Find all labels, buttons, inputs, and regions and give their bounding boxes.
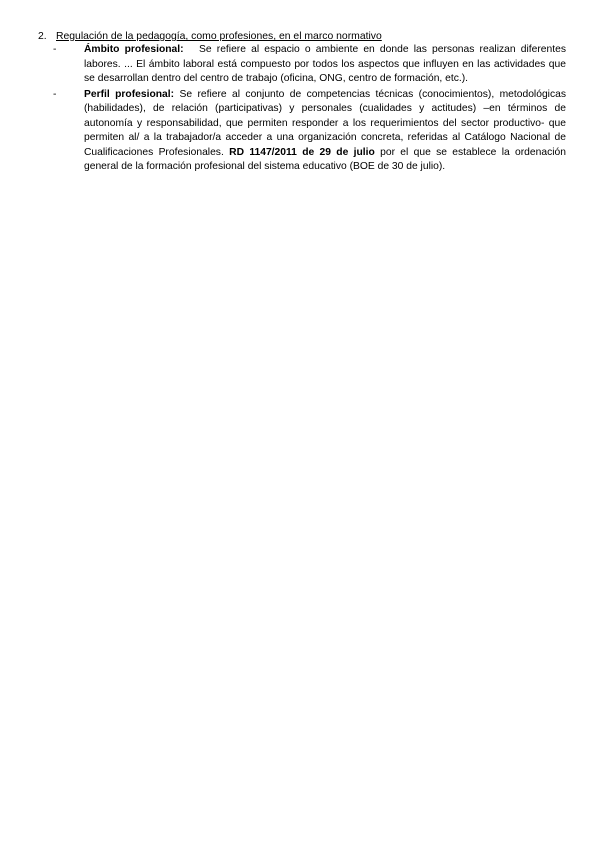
definition-perfil-profesional-continued: por el que se establece la ordenación general de la formación profesional del sistema educativo (BOE de 30 de julio). (84, 146, 566, 172)
section-heading (38, 30, 566, 43)
term-ambito-profesional: Ámbito profesional: (84, 44, 184, 55)
bullet-dash: - (53, 88, 57, 100)
section-title: Regulación de la pedagogía, como profesiones, en el marco normativo (56, 31, 382, 42)
list-item-perfil-profesional (53, 88, 566, 175)
legal-reference: RD 1147/2011 de 29 de julio (229, 146, 375, 158)
term-perfil-profesional: Perfil profesional: (84, 88, 175, 100)
definition-ambito-profesional: Se refiere al espacio o ambiente en donde las personas realizan diferentes labores. ... El ámbito laboral está compuesto por todos los aspectos que influyen en las actividades que se desarrollan dentro del centro de trabajo (oficina, ONG, centro de formación, etc.). (84, 44, 566, 84)
list-item-ambito-profesional (53, 43, 566, 87)
section-2 (38, 30, 566, 175)
bullet-dash: - (53, 44, 57, 55)
definition-perfil-profesional: Se refiere al conjunto de competencias técnicas (conocimientos), metodológicas (habilidades), de relación (participativas) y personales (cualidades y actitudes) –en términos de autonomía y responsabilidad, que permiten responder a los requerimientos del sector productivo- que permiten al/ a la trabajador/a acceder a una organización concreta, referidas al Catálogo Nacional de Cualificaciones Profesionales. (84, 88, 566, 158)
section-number: 2. (38, 31, 47, 42)
